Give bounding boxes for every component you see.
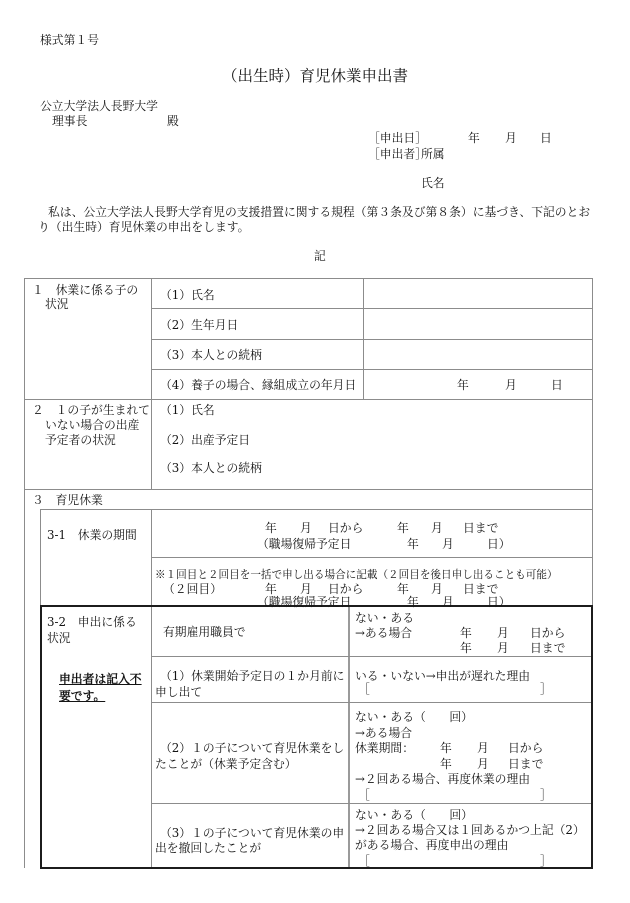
- return-date-label: （職場復帰予定日: [257, 595, 352, 609]
- row-question: （3）１の子について育児休業の申: [160, 826, 345, 840]
- to-year: 年: [440, 757, 452, 771]
- application-date-label: ［申出日］: [368, 131, 427, 145]
- return-year: 年: [407, 595, 419, 609]
- adoption-month-field: 月: [505, 378, 517, 392]
- no-entry-required-note: 要です。: [59, 689, 106, 703]
- date-year-field: 年: [468, 131, 480, 145]
- section-heading: ２ １の子が生まれて: [32, 403, 150, 417]
- document-title: （出生時）育児休業申出書: [221, 67, 408, 85]
- bracket-close: ］: [540, 682, 552, 696]
- return-year: 年: [407, 537, 419, 551]
- to-month: 月: [497, 641, 509, 655]
- to-day: 日まで: [530, 641, 566, 655]
- subsection-left-border: [40, 509, 41, 606]
- applicant-name-label: 氏名: [421, 176, 445, 190]
- to-month: 月: [431, 521, 443, 535]
- to-day: 日まで: [463, 582, 499, 596]
- return-day: 日）: [487, 537, 511, 551]
- from-month: 月: [497, 626, 509, 640]
- row-divider: [151, 702, 591, 703]
- from-month: 月: [300, 521, 312, 535]
- addressee-organization: 公立大学法人長野大学: [40, 99, 158, 113]
- to-month: 月: [431, 582, 443, 596]
- from-month: 月: [300, 582, 312, 596]
- from-day: 日から: [328, 582, 364, 596]
- row-if-yes: →ある場合: [355, 726, 413, 740]
- row-if-yes: →ある場合: [355, 626, 413, 640]
- return-date-label: （職場復帰予定日: [257, 537, 352, 551]
- subsection-top-border: [40, 509, 593, 510]
- to-year: 年: [397, 582, 409, 596]
- date-day-field: 日: [540, 131, 552, 145]
- column-divider: [151, 278, 152, 489]
- item-label-birth-date: （2）生年月日: [160, 318, 239, 332]
- return-month: 月: [442, 537, 454, 551]
- item-label-adoption-date: （4）養子の場合、縁組成立の年月日: [160, 378, 357, 392]
- to-month: 月: [477, 757, 489, 771]
- row-divider: [151, 803, 591, 804]
- row-question: （2）１の子について育児休業をし: [160, 741, 345, 755]
- second-period-label: （２回目）: [163, 582, 222, 596]
- period-label: 休業期間：: [355, 741, 414, 755]
- row-condition: →２回ある場合又は１回あるかつ上記（2）: [355, 823, 585, 837]
- from-day: 日から: [530, 626, 566, 640]
- from-year: 年: [440, 741, 452, 755]
- section-heading: １ 休業に係る子の: [32, 283, 139, 297]
- subsection-label: 状況: [47, 631, 71, 645]
- row-divider: [151, 369, 593, 370]
- from-month: 月: [477, 741, 489, 755]
- from-year: 年: [265, 521, 277, 535]
- return-day: 日）: [487, 595, 511, 609]
- batch-application-note: ※１回目と２回目を一括で申し出る場合に記載（２回目を後日申し出ることも可能）: [155, 569, 558, 581]
- adoption-day-field: 日: [551, 378, 563, 392]
- item-label-relationship: （3）本人との続柄: [160, 348, 262, 362]
- table-left-border: [24, 278, 25, 868]
- addressee-title: 理事長: [52, 114, 88, 128]
- item-label-due-date: （2）出産予定日: [160, 433, 251, 447]
- no-entry-required-note: 申出者は記入不: [59, 672, 142, 686]
- bracket-open: ［: [358, 788, 370, 802]
- section-heading: 予定者の状況: [45, 433, 116, 447]
- row-options-reason: いる・いない→申出が遅れた理由: [355, 669, 531, 683]
- item-label-relationship: （3）本人との続柄: [160, 461, 262, 475]
- adoption-year-field: 年: [457, 378, 469, 392]
- row-condition: がある場合、再度申出の理由: [355, 838, 509, 852]
- bracket-close: ］: [540, 788, 552, 802]
- row-options: ない・ある: [355, 611, 414, 625]
- bracket-open: ［: [358, 682, 370, 696]
- to-year: 年: [460, 641, 472, 655]
- applicant-label: ［申出者］: [368, 147, 427, 161]
- row-options: ない・ある（ 回）: [355, 808, 473, 822]
- intro-line: り（出生時）育児休業の申出をします。: [38, 220, 250, 234]
- subsection-label: 3-2 申出に係る: [47, 615, 137, 629]
- intro-line: 私は、公立大学法人長野大学育児の支援措置に関する規程（第３条及び第８条）に基づき、下記のとお: [48, 205, 591, 219]
- column-divider: [151, 607, 152, 867]
- affiliation-label: 所属: [421, 147, 445, 161]
- row-divider: [151, 656, 591, 657]
- item-label-name: （1）氏名: [160, 403, 215, 417]
- date-month-field: 月: [505, 131, 517, 145]
- reason-label: →２回ある場合、再度休業の理由: [355, 772, 531, 786]
- section-heading: 状況: [45, 297, 69, 311]
- from-year: 年: [460, 626, 472, 640]
- row-options: ない・ある（ 回）: [355, 710, 473, 724]
- item-label-child-name: （1）氏名: [160, 288, 215, 302]
- subsection-label: 3-1 休業の期間: [47, 528, 137, 542]
- section-divider: [24, 399, 593, 400]
- to-day: 日まで: [463, 521, 499, 535]
- row-divider: [151, 308, 593, 309]
- return-month: 月: [442, 595, 454, 609]
- from-year: 年: [265, 582, 277, 596]
- section-divider: [24, 489, 593, 490]
- from-day: 日から: [328, 521, 364, 535]
- bracket-open: ［: [358, 854, 370, 868]
- row-question: 出を撤回したことが: [155, 841, 262, 855]
- to-year: 年: [397, 521, 409, 535]
- addressee-honorific: 殿: [167, 114, 179, 128]
- table-top-border: [24, 278, 593, 279]
- row-divider: [151, 557, 593, 558]
- section-heading: ３ 育児休業: [32, 493, 103, 507]
- row-divider: [151, 339, 593, 340]
- column-divider: [348, 607, 350, 867]
- row-question: 有期雇用職員で: [163, 625, 246, 639]
- bracket-close: ］: [540, 854, 552, 868]
- section-heading: いない場合の出産: [45, 418, 140, 432]
- to-day: 日まで: [508, 757, 544, 771]
- row-question: たことが（休業予定含む）: [155, 757, 297, 771]
- row-question: 申し出て: [155, 685, 203, 699]
- row-question: （1）休業開始予定日の１か月前に: [160, 669, 345, 683]
- ki-heading: 記: [314, 249, 326, 263]
- form-number: 様式第１号: [40, 33, 99, 47]
- from-day: 日から: [508, 741, 544, 755]
